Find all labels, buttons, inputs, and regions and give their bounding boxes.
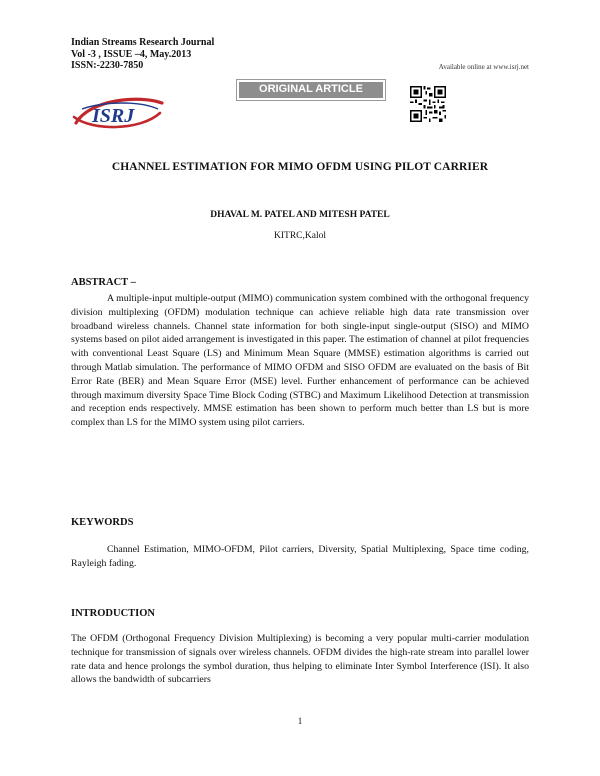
- journal-header: [71, 37, 214, 72]
- article-type-label: ORIGINAL ARTICLE: [239, 82, 383, 98]
- article-type-frame: [236, 79, 386, 101]
- journal-issn: ISSN:-2230-7850: [71, 60, 144, 71]
- introduction-text: The OFDM (Orthogonal Frequency Division Multiplexing) is becoming a very popular multi-carrier modulation technique for transmission of signals over wireless channels. OFDM divides the high-rate stream into parallel lower rate data and hence prolongs the symbol duration, thus helping to eliminate Inter Symbol Interference (ISI). It also allows the bandwidth of subcarriers: [71, 633, 529, 686]
- abstract-heading: ABSTRACT –: [71, 277, 136, 288]
- journal-volume: Vol -3 , ISSUE –4, May.2013: [71, 48, 192, 60]
- abstract-text: A multiple-input multiple-output (MIMO) communication system combined with the orthogonal frequency division multiplexing (OFDM) modulation technique can achieve reliable high data rate transmission over broadband wireless channels. Channel state information for both single-input single-output (SISO) and MIMO systems based on pilot aided arrangement is investigated in this paper. The estimation of channel at pilot frequencies with conventional Least Square (LS) and Minimum Mean Square (MMSE) estimation algorithms is carried out through Matlab simulation. The performance of MIMO OFDM and SISO OFDM are evaluated on the basis of Bit Error Rate (BER) and Mean Square Error (MSE) level. Further enhancement of performance can be achieved through maximum diversity Space Time Block Coding (STBC) and Maximum Likelihood Detection at transmission and reception ends respectively. MMSE estimation has been shown to perform much better than LS but is more complex than LS for the MIMO system using pilot carriers.: [71, 293, 529, 429]
- keywords-heading: KEYWORDS: [71, 517, 134, 528]
- journal-name: Indian Streams Research Journal: [71, 37, 215, 48]
- page-number: 1: [297, 716, 303, 726]
- paper-title: CHANNEL ESTIMATION FOR MIMO OFDM USING PILOT CARRIER: [111, 161, 489, 173]
- paper-affiliation: KITRC,Kalol: [274, 231, 326, 241]
- svg-text:ISRJ: ISRJ: [92, 105, 135, 127]
- introduction-heading: INTRODUCTION: [71, 608, 156, 619]
- paper-authors: DHAVAL M. PATEL AND MITESH PATEL: [210, 210, 390, 220]
- availability-note: Available online at www.isrj.net: [438, 63, 529, 71]
- isrj-logo-icon: [70, 95, 166, 131]
- qr-code-icon: [410, 86, 446, 122]
- keywords-text: Channel Estimation, MIMO-OFDM, Pilot carriers, Diversity, Spatial Multiplexing, Space time coding, Rayleigh fading.: [71, 544, 529, 569]
